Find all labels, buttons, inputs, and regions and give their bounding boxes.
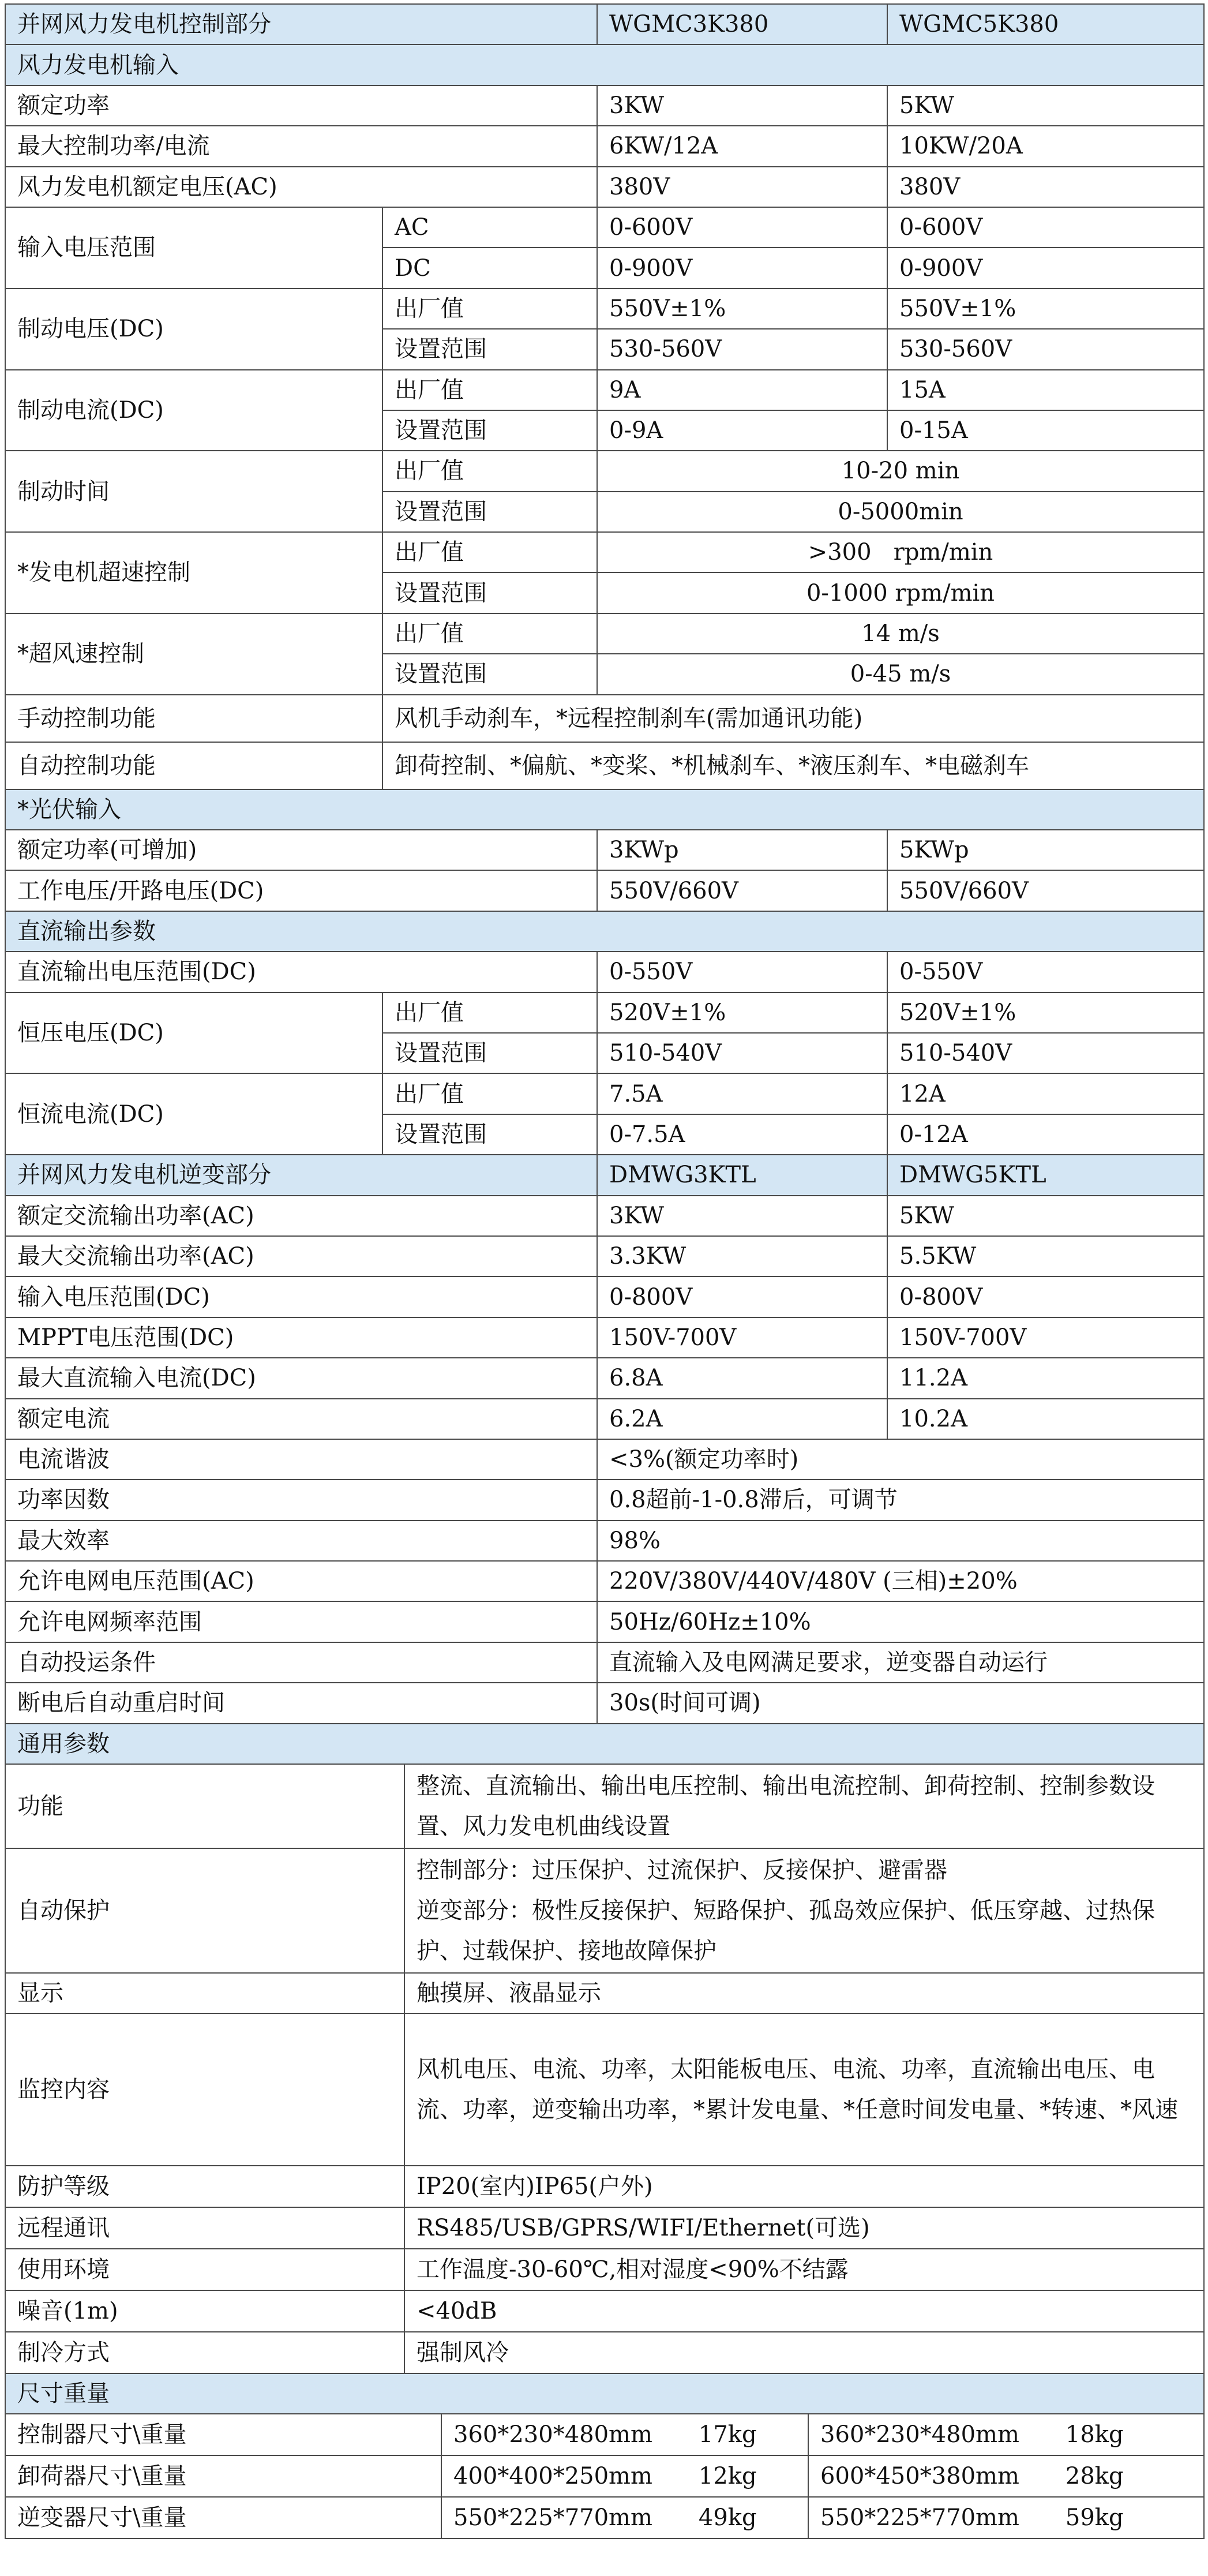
cell-value — [808, 2497, 1204, 2538]
table-row — [5, 1276, 1204, 1317]
row-label: 自动投运条件 — [5, 1642, 597, 1683]
inverter-section-title: 并网风力发电机逆变部分 — [5, 1155, 597, 1195]
cell-value: 150V-700V — [597, 1317, 887, 1358]
table-row — [5, 2455, 1204, 2497]
section-row — [5, 2373, 1204, 2414]
row-label: 断电后自动重启时间 — [5, 1683, 597, 1723]
row-label: 输入电压范围(DC) — [5, 1276, 597, 1317]
cell-value: 50Hz/60Hz±10% — [597, 1601, 1204, 1642]
row-label: 控制器尺寸\重量 — [5, 2414, 441, 2455]
weight-value: 18kg — [1065, 2421, 1124, 2448]
row-label: 功能 — [5, 1764, 404, 1848]
row-label: 监控内容 — [5, 2013, 404, 2166]
table-row — [5, 2332, 1204, 2373]
dimension-value: 550*225*770mm — [453, 2504, 652, 2531]
cell-value: 14 m/s — [597, 613, 1204, 654]
sub-label: 设置范围 — [382, 410, 597, 451]
table-row — [5, 830, 1204, 870]
row-label: 卸荷器尺寸\重量 — [5, 2455, 441, 2497]
protection-line: 控制部分：过压保护、过流保护、反接保护、避雷器 — [417, 1856, 947, 1884]
dimension-value: 600*450*380mm — [820, 2462, 1019, 2489]
row-label: MPPT电压范围(DC) — [5, 1317, 597, 1358]
cell-value: 3KW — [597, 85, 887, 126]
cell-value: 6.2A — [597, 1399, 887, 1439]
cell-value: 直流输入及电网满足要求，逆变器自动运行 — [597, 1642, 1204, 1683]
sub-label: 出厂值 — [382, 451, 597, 491]
row-label: 额定电流 — [5, 1399, 597, 1439]
model-3k: WGMC3K380 — [597, 4, 887, 44]
cell-value: 风机手动刹车，*远程控制刹车(需加通讯功能) — [382, 695, 1204, 742]
row-label: 额定功率 — [5, 85, 597, 126]
table-row — [5, 1683, 1204, 1723]
cell-value — [808, 2414, 1204, 2455]
cell-value: 0-550V — [597, 952, 887, 992]
section-row — [5, 789, 1204, 830]
table-row — [5, 85, 1204, 126]
cell-value — [441, 2414, 808, 2455]
table-row — [5, 532, 1204, 572]
cell-value: 0-9A — [597, 410, 887, 451]
table-row — [5, 2414, 1204, 2455]
cell-value: 550V/660V — [597, 870, 887, 911]
cell-value: 0-800V — [597, 1276, 887, 1317]
model-3k: DMWG3KTL — [597, 1155, 887, 1195]
sub-label: 设置范围 — [382, 1114, 597, 1155]
table-row — [5, 370, 1204, 410]
row-label: 防护等级 — [5, 2166, 404, 2207]
table-row — [5, 993, 1204, 1033]
row-label: 制冷方式 — [5, 2332, 404, 2373]
row-label: 允许电网频率范围 — [5, 1601, 597, 1642]
row-label: 自动控制功能 — [5, 742, 382, 789]
cell-value: 380V — [887, 167, 1204, 207]
cell-value: 10-20 min — [597, 451, 1204, 491]
cell-value: 380V — [597, 167, 887, 207]
row-label: 手动控制功能 — [5, 695, 382, 742]
cell-value: 550V±1% — [887, 289, 1204, 329]
cell-value: 3.3KW — [597, 1236, 887, 1276]
table-row — [5, 2249, 1204, 2290]
cell-value: 12A — [887, 1073, 1204, 1114]
cell-value: 5KWp — [887, 830, 1204, 870]
row-label: 最大控制功率/电流 — [5, 126, 597, 166]
table-row — [5, 167, 1204, 207]
table-row — [5, 126, 1204, 166]
cell-value: 整流、直流输出、输出电压控制、输出电流控制、卸荷控制、控制参数设置、风力发电机曲线设置 — [404, 1764, 1204, 1848]
row-label: 噪音(1m) — [5, 2290, 404, 2332]
section-title: 直流输出参数 — [5, 911, 1204, 952]
sub-label: 设置范围 — [382, 492, 597, 532]
row-label: 自动保护 — [5, 1848, 404, 1973]
cell-value: 10KW/20A — [887, 126, 1204, 166]
table-row — [5, 1764, 1204, 1848]
weight-value: 17kg — [698, 2421, 757, 2448]
cell-value: 220V/380V/440V/480V (三相)±20% — [597, 1561, 1204, 1601]
section-title: 风力发电机输入 — [5, 44, 1204, 85]
table-row — [5, 1439, 1204, 1480]
cell-value: 0-15A — [887, 410, 1204, 451]
table-row — [5, 1317, 1204, 1358]
table-row — [5, 1973, 1204, 2013]
table-row — [5, 289, 1204, 329]
sub-label: 设置范围 — [382, 572, 597, 613]
dimension-value: 550*225*770mm — [820, 2504, 1019, 2531]
cell-value: 7.5A — [597, 1073, 887, 1114]
cell-value: 触摸屏、液晶显示 — [404, 1973, 1204, 2013]
weight-value: 49kg — [698, 2504, 757, 2531]
row-label: 恒压电压(DC) — [5, 993, 382, 1074]
table-row — [5, 1236, 1204, 1276]
dimension-value: 360*230*480mm — [453, 2421, 652, 2448]
dimension-value: 360*230*480mm — [820, 2421, 1019, 2448]
cell-value: 10.2A — [887, 1399, 1204, 1439]
cell-value: 0-1000 rpm/min — [597, 572, 1204, 613]
section-title: 通用参数 — [5, 1724, 1204, 1764]
table-row — [5, 2207, 1204, 2249]
section-row — [5, 911, 1204, 952]
cell-value — [808, 2455, 1204, 2497]
table-row — [5, 1196, 1204, 1236]
table-row — [5, 207, 1204, 248]
table-row — [5, 1848, 1204, 1973]
row-label: 工作电压/开路电压(DC) — [5, 870, 597, 911]
cell-value: 98% — [597, 1521, 1204, 1561]
row-label: 最大交流输出功率(AC) — [5, 1236, 597, 1276]
sub-label: 出厂值 — [382, 993, 597, 1033]
cell-value: 0.8超前-1-0.8滞后，可调节 — [597, 1480, 1204, 1520]
sub-label: 出厂值 — [382, 289, 597, 329]
cell-value: 9A — [597, 370, 887, 410]
row-label: 功率因数 — [5, 1480, 597, 1520]
row-label: 制动时间 — [5, 451, 382, 532]
cell-value: 0-800V — [887, 1276, 1204, 1317]
cell-value: >300 rpm/min — [597, 532, 1204, 572]
cell-value: <40dB — [404, 2290, 1204, 2332]
dimension-value: 400*400*250mm — [453, 2462, 652, 2489]
protection-line: 逆变部分：极性反接保护、短路保护、孤岛效应保护、低压穿越、过热保护、过载保护、接地故障保护 — [417, 1897, 1155, 1964]
section-title: *光伏输入 — [5, 789, 1204, 830]
sub-label: 出厂值 — [382, 1073, 597, 1114]
model-5k: WGMC5K380 — [887, 4, 1204, 44]
general-params-table — [5, 1723, 1205, 2374]
cell-value: 3KW — [597, 1196, 887, 1236]
section-title: 尺寸重量 — [5, 2373, 1204, 2414]
weight-value: 59kg — [1065, 2504, 1124, 2531]
row-label: 最大直流输入电流(DC) — [5, 1358, 597, 1398]
cell-value: 0-12A — [887, 1114, 1204, 1155]
cell-value: IP20(室内)IP65(户外) — [404, 2166, 1204, 2207]
row-label: 远程通讯 — [5, 2207, 404, 2249]
cell-value: 11.2A — [887, 1358, 1204, 1398]
cell-value: 6KW/12A — [597, 126, 887, 166]
table-row — [5, 451, 1204, 491]
cell-value: 3KWp — [597, 830, 887, 870]
row-label: 风力发电机额定电压(AC) — [5, 167, 597, 207]
table-row — [5, 1601, 1204, 1642]
cell-value: 150V-700V — [887, 1317, 1204, 1358]
row-label: 额定交流输出功率(AC) — [5, 1196, 597, 1236]
cell-value: 5KW — [887, 1196, 1204, 1236]
row-label: 最大效率 — [5, 1521, 597, 1561]
cell-value: 6.8A — [597, 1358, 887, 1398]
cell-value: 强制风冷 — [404, 2332, 1204, 2373]
table-row — [5, 742, 1204, 789]
spec-sheet — [5, 3, 1203, 2539]
cell-value — [404, 1848, 1204, 1973]
cell-value: 510-540V — [887, 1033, 1204, 1073]
sub-label: AC — [382, 207, 597, 248]
table-row — [5, 1561, 1204, 1601]
cell-value: RS485/USB/GPRS/WIFI/Ethernet(可选) — [404, 2207, 1204, 2249]
row-label: 逆变器尺寸\重量 — [5, 2497, 441, 2538]
table-row — [5, 2290, 1204, 2332]
row-label: 使用环境 — [5, 2249, 404, 2290]
cell-value: 520V±1% — [887, 993, 1204, 1033]
table-row — [5, 2166, 1204, 2207]
cell-value: 0-5000min — [597, 492, 1204, 532]
table-row — [5, 1399, 1204, 1439]
cell-value: 550V/660V — [887, 870, 1204, 911]
sub-label: 设置范围 — [382, 1033, 597, 1073]
sub-label: 出厂值 — [382, 370, 597, 410]
row-label: 额定功率(可增加) — [5, 830, 597, 870]
table-row — [5, 952, 1204, 992]
cell-value: 0-550V — [887, 952, 1204, 992]
table-row — [5, 1521, 1204, 1561]
cell-value: 5KW — [887, 85, 1204, 126]
cell-value: 530-560V — [887, 329, 1204, 369]
row-label: 恒流电流(DC) — [5, 1073, 382, 1155]
row-label: 直流输出电压范围(DC) — [5, 952, 597, 992]
table-row — [5, 695, 1204, 742]
model-5k: DMWG5KTL — [887, 1155, 1204, 1195]
table-row — [5, 2013, 1204, 2166]
cell-value: 0-900V — [597, 248, 887, 288]
section-row — [5, 1724, 1204, 1764]
weight-value: 12kg — [698, 2462, 757, 2489]
cell-value: 15A — [887, 370, 1204, 410]
dimensions-table — [5, 2373, 1205, 2539]
sub-label: 出厂值 — [382, 613, 597, 654]
row-label: 制动电流(DC) — [5, 370, 382, 451]
cell-value: 0-900V — [887, 248, 1204, 288]
cell-value: 0-600V — [597, 207, 887, 248]
table-row — [5, 613, 1204, 654]
cell-value: 530-560V — [597, 329, 887, 369]
row-label: 制动电压(DC) — [5, 289, 382, 370]
cell-value: 510-540V — [597, 1033, 887, 1073]
cell-value — [441, 2455, 808, 2497]
row-label: 显示 — [5, 1973, 404, 2013]
table-row — [5, 1073, 1204, 1114]
table-row — [5, 1642, 1204, 1683]
cell-value — [441, 2497, 808, 2538]
controller-section-title: 并网风力发电机控制部分 — [5, 4, 597, 44]
row-label: *发电机超速控制 — [5, 532, 382, 613]
cell-value: 550V±1% — [597, 289, 887, 329]
sub-label: DC — [382, 248, 597, 288]
row-label: *超风速控制 — [5, 613, 382, 695]
cell-value: 风机电压、电流、功率，太阳能板电压、电流、功率，直流输出电压、电流、功率，逆变输出功率，*累计发电量、*任意时间发电量、*转速、*风速 — [404, 2013, 1204, 2166]
table-row — [5, 870, 1204, 911]
row-label: 电流谐波 — [5, 1439, 597, 1480]
sub-label: 设置范围 — [382, 654, 597, 694]
cell-value: 30s(时间可调) — [597, 1683, 1204, 1723]
cell-value: 工作温度-30-60℃,相对湿度<90%不结露 — [404, 2249, 1204, 2290]
controller-inverter-table — [5, 3, 1205, 1724]
table-row — [5, 1358, 1204, 1398]
cell-value: 5.5KW — [887, 1236, 1204, 1276]
section-row — [5, 44, 1204, 85]
table-row — [5, 2497, 1204, 2538]
cell-value: 0-600V — [887, 207, 1204, 248]
row-label: 允许电网电压范围(AC) — [5, 1561, 597, 1601]
table-row — [5, 1480, 1204, 1520]
row-label: 输入电压范围 — [5, 207, 382, 289]
controller-header-row — [5, 4, 1204, 44]
sub-label: 设置范围 — [382, 329, 597, 369]
weight-value: 28kg — [1065, 2462, 1124, 2489]
cell-value: 卸荷控制、*偏航、*变桨、*机械刹车、*液压刹车、*电磁刹车 — [382, 742, 1204, 789]
cell-value: 0-45 m/s — [597, 654, 1204, 694]
cell-value: 0-7.5A — [597, 1114, 887, 1155]
sub-label: 出厂值 — [382, 532, 597, 572]
cell-value: 520V±1% — [597, 993, 887, 1033]
inverter-header-row — [5, 1155, 1204, 1195]
cell-value: <3%(额定功率时) — [597, 1439, 1204, 1480]
